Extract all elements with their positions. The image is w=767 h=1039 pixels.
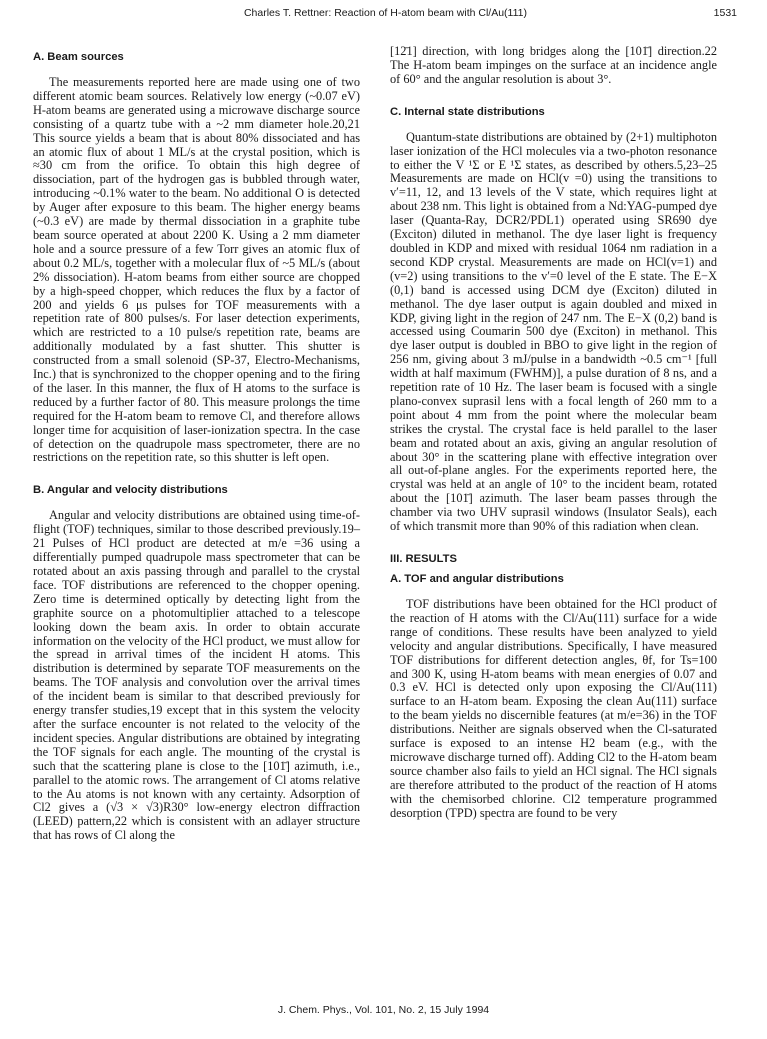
- section-a-heading: A. Beam sources: [33, 51, 124, 63]
- section-c-paragraph: Quantum-state distributions are obtained by (2+1) multiphoton laser ionization of the HCl molecules via a two-photon resonance to either the V ¹Σ or E ¹Σ states, as described by others.5,23–25 Measurements are made on HCl(v =0) using the transitions to v′=11, 12, and 13 levels of the V state, which requires light at about 238 nm. This light is obtained from a Nd:YAG-pumped dye laser (Quanta-Ray, DCR2/PDL1) operated using SR690 dye (Exciton) diluted in methanol. The dye laser light is frequency doubled in KDP and mixed with residual 1064 nm radiation in a second KDP crystal. Measurements are made on HCl(v=1) and (v=2) using transitions to the v′=0 level of the E state. The E−X (0,1) band is accessed using DCM dye (Exciton) diluted in methanol. The dye laser output is again doubled and mixed in KDP, giving light in the region of 247 nm. The E−X (0,2) band is accessed using Coumarin 500 dye (Exciton) in methanol. This dye laser output is doubled in BBO to give light in the region of 256 nm, giving about 3 mJ/pulse in a bandwidth ~0.5 cm⁻¹ [full width at half maximum (FWHM)], a pulse duration of 8 ns, and a repetition rate of 10 Hz. The laser beam is focused with a single plano-convex suprasil lens with a focal length of 260 mm to a point about 4 mm from the point where the molecular beam strikes the crystal. The crystal face is held parallel to the laser beam and rotated about an axis, giving an angular resolution of about 30° in the scattering plane with effective integration over all out-of-plane angles. For the experiments reported here, the crystal was held at an angle of 10° to the incident beam, rotated about the [101̄] azimuth. The laser beam passes through the chamber via two UHV suprasil windows (Insulator Seals), each of which transmit more than 90% of this radiation when clean.: [390, 129, 717, 534]
- running-header: [34, 7, 737, 21]
- continuation-paragraph: [12̄1] direction, with long bridges along the [101̄] direction.22 The H-atom beam impinges on the surface at an incidence angle of 60° and the angular resolution is about 3°.: [390, 44, 717, 86]
- running-title: Charles T. Rettner: Reaction of H-atom beam with Cl/Au(111): [243, 7, 528, 19]
- section-c-heading: C. Internal state distributions: [390, 105, 545, 118]
- results-heading: III. RESULTS: [390, 553, 457, 565]
- tof-angular-paragraph: TOF distributions have been obtained for the HCl product of the reaction of H atoms with the Cl/Au(111) surface for a wide range of conditions. These results have been analyzed to yield velocity and angular distributions. Specifically, I have measured TOF distributions for different detection angles, θf, for Ts=100 and 300 K, using H-atom beams with mean energies of 0.07 and 0.3 eV. HCl is detected only upon exposing the Cl/Au(111) surface to an H-atom beam. Exposing the clean Au(111) surface to the beam yields no discernible features (at m/e=36) in the TOF distributions. Neither are signals observed when the Cl-saturated surface is exposed to an intense H2 beam (e.g., with the microwave discharge turned off). Adding Cl2 to the H-atom beam source chamber also fails to yield an HCl signal. The HCl signals are therefore attributed to the product of the reaction of H atoms with the chemisorbed chlorine. Cl2 temperature programmed desorption (TPD) spectra are found to be very: [390, 597, 717, 820]
- section-a-paragraph: The measurements reported here are made using one of two different atomic beam sources. Relatively low energy (~0.07 eV) H-atom beams are generated using a microwave discharge source consisting of a quartz tube with a ~2 mm diameter hole.20,21 This source yields a beam that is about 80% dissociated and has an atomic flux of about 1 ML/s at the crystal position, which is ≈30 cm from the orifice. To obtain this high degree of dissociation, part of the hydrogen gas is bubbled through water, introducing ~0.1% water to the beam. No additional O is detected by Auger after exposure to this beam. The higher energy beams (~0.3 eV) are made by thermal dissociation in a graphite tube beam source operated at about 2200 K. Using a 2 mm diameter hole and a source pressure of a few Torr gives an atomic flux of about 0.2 ML/s, together with a molecular flux of ~5 ML/s (about 2% dissociation). H-atom beams from either source are chopped by a high-speed chopper, which reduces the flux by a factor of 200 and yields 6 μs pulses for TOF measurements with a repetition rate of 800 pulses/s. For laser detection experiments, which are restricted to a 10 pulse/s repetition rate, beams are additionally modulated by a fast shutter. This shutter is constructed from a small solenoid (SP-37, Electro-Mechanisms, Inc.) that is synchronized to the chopper opening and to the firing of the laser. In this manner, the flux of H atoms to the surface is reduced by a further factor of 80. This measure prolongs the time required for the H-atom beam to remove Cl, and therefore allows longer time for acquisition of laser-ionization spectra. In the case of detection on the quadrupole mass spectrometer, there are no restrictions on the repetition rate, so this shutter is left open.: [33, 75, 360, 465]
- page-number: 1531: [713, 7, 737, 19]
- section-b-heading: B. Angular and velocity distributions: [33, 484, 228, 497]
- right-column: [390, 45, 717, 821]
- tof-angular-heading: A. TOF and angular distributions: [390, 573, 564, 585]
- section-b-paragraph: Angular and velocity distributions are obtained using time-of-flight (TOF) techniques, similar to those described previously.19–21 Pulses of HCl product are detected at m/e =36 using a differentially pumped quadrupole mass spectrometer that can be rotated about an axis passing through and parallel to the crystal face. TOF distributions are referenced to the chopper opening. Zero time is determined optically by detecting light from the graphite source on a photomultiplier attached to a telescope looking down the beam axis. In order to obtain accurate information on the velocity of the HCl product, we must allow for the spread in arrival times of the incident H atoms. This distribution is determined by separate TOF measurements on the beams. The TOF analysis and convolution over the arrival times of the incident beam is similar to that described previously for energy transfer studies,19 except that in this system the velocity after the surface encounter is not related to the velocity of the incident species. Angular distributions are obtained by integrating the TOF signals for each angle. The mounting of the crystal is such that the scattering plane is close to the [101̄] azimuth, i.e., parallel to the atomic rows. The arrangement of Cl atoms relative to the Au atoms is not known with any certainty. Adsorption of Cl2 gives a (√3 × √3)R30° low-energy electron diffraction (LEED) pattern,22 which is consistent with an adlayer structure that has rows of Cl along the: [33, 508, 360, 843]
- left-column: [33, 50, 360, 843]
- journal-footer: J. Chem. Phys., Vol. 101, No. 2, 15 July 1994: [277, 1004, 490, 1016]
